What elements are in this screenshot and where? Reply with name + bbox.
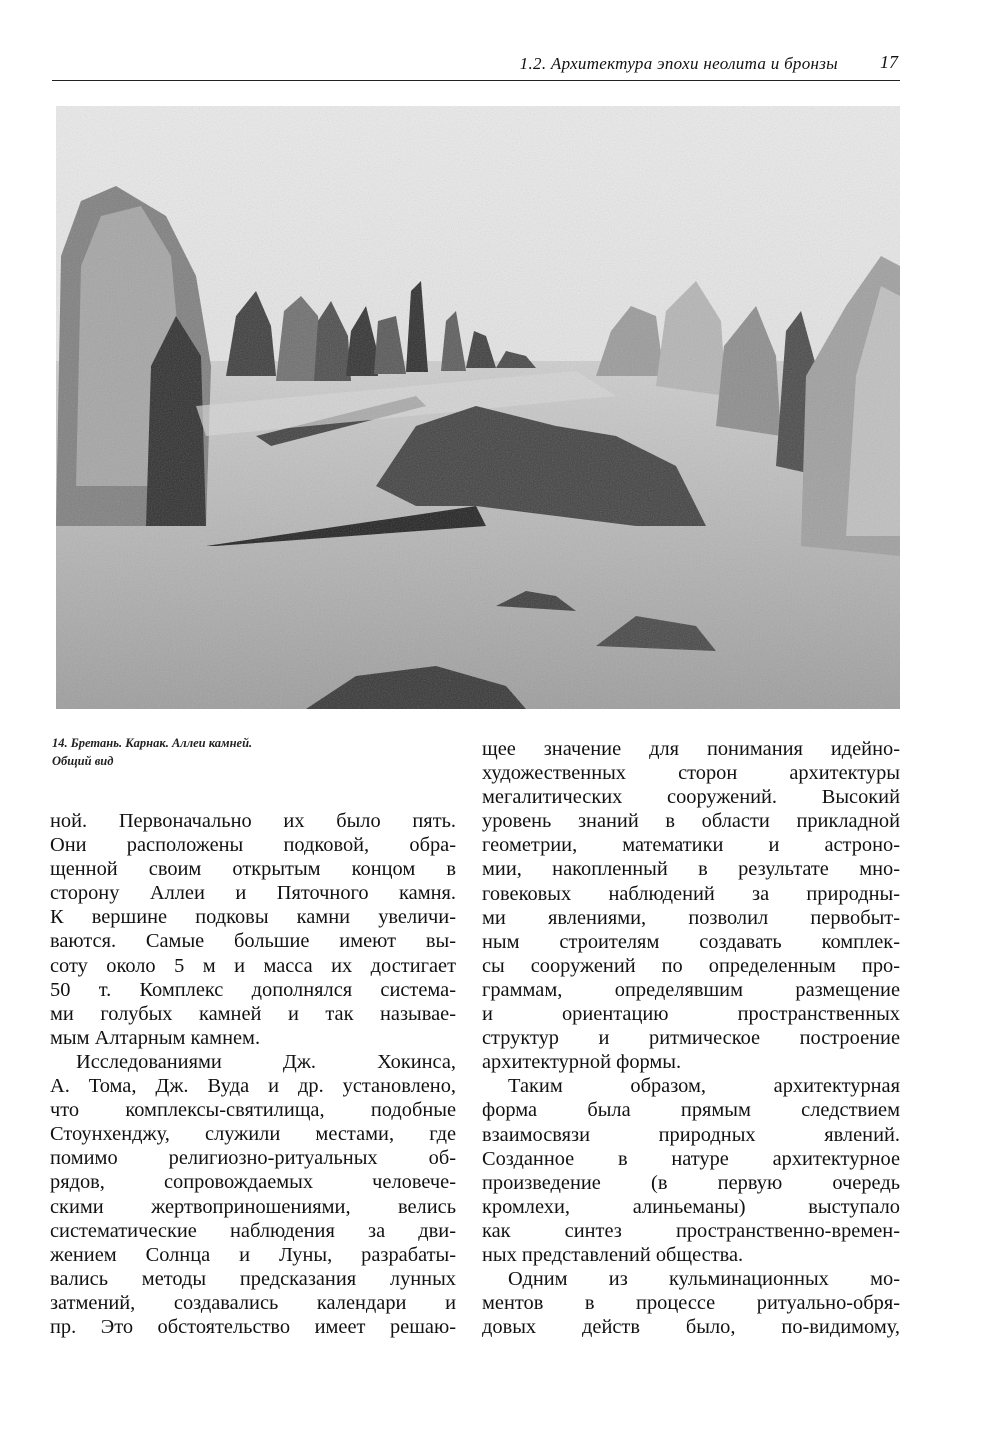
- text-line: сторону Аллеи и Пяточного камня.: [50, 882, 456, 905]
- text-line: Исследованиями Дж. Хокинса,: [76, 1050, 456, 1073]
- text-line: художественных сторон архитектуры: [482, 762, 900, 785]
- text-line: пр. Это обстоятельство имеет решаю-: [50, 1315, 456, 1338]
- text-line: что комплексы-святилища, подобные: [50, 1099, 456, 1122]
- text-line: Они расположены подковой, обра-: [50, 834, 456, 857]
- text-line: Стоунхенджу, служили местами, где: [50, 1123, 456, 1146]
- text-line: скими жертвоприношениями, велись: [50, 1195, 456, 1218]
- figure-caption: [52, 734, 382, 770]
- text-line: сы сооружений по определенным про-: [482, 954, 900, 977]
- text-line: Созданное в натуре архитектурное: [482, 1147, 900, 1170]
- text-line: рядов, сопровождаемых человече-: [50, 1171, 456, 1194]
- text-line: К вершине подковы камни увеличи-: [50, 906, 456, 929]
- text-line: ми голубых камней и так называе-: [50, 1002, 456, 1025]
- text-line: ным строителям создавать комплек-: [482, 930, 900, 953]
- text-line: А. Тома, Дж. Вуда и др. установлено,: [50, 1075, 456, 1098]
- text-line: ментов в процессе ритуально-обря-: [482, 1292, 900, 1315]
- text-line: щенной своим открытым концом в: [50, 858, 456, 881]
- text-line: соту около 5 м и масса их достигает: [50, 954, 456, 977]
- text-line: ной. Первоначально их было пять.: [50, 810, 456, 832]
- text-line: уровень знаний в области прикладной: [482, 810, 900, 833]
- left-column: [50, 809, 456, 1339]
- page-number: 17: [880, 52, 898, 72]
- text-line: ми явлениями, позволил первобыт-: [482, 906, 900, 929]
- text-line: говековых наблюдений за природны-: [482, 882, 900, 905]
- right-column: [482, 737, 900, 1339]
- running-title: 1.2. Архитектура эпохи неолита и бронзы: [519, 54, 838, 73]
- text-line: взаимосвязи природных явлений.: [482, 1123, 900, 1146]
- text-line: щее значение для понимания идейно-: [482, 738, 900, 760]
- text-line: довых действ было, по-видимому,: [482, 1316, 900, 1339]
- text-line: геометрии, математики и астроно-: [482, 834, 900, 857]
- text-line: граммам, определявшим размещение: [482, 978, 900, 1001]
- running-head: [52, 52, 900, 81]
- text-line: помимо религиозно-ритуальных об-: [50, 1147, 456, 1170]
- caption-line: 14. Бретань. Карнак. Аллеи камней.: [52, 736, 253, 750]
- text-line: структур и ритмическое построение: [482, 1027, 900, 1050]
- standing-stones-photo: [56, 106, 900, 709]
- text-line: Таким образом, архитектурная: [508, 1075, 900, 1098]
- figure-photo: [56, 106, 900, 709]
- text-line: мегалитических сооружений. Высокий: [482, 786, 900, 809]
- text-line: как синтез пространственно-времен-: [482, 1219, 900, 1242]
- text-line: кромлехи, алиньеманы) выступало: [482, 1195, 900, 1218]
- text-line: произведение (в первую очередь: [482, 1171, 900, 1194]
- text-line: Одним из кульминационных мо-: [508, 1268, 900, 1291]
- text-line: ваются. Самые большие имеют вы-: [50, 930, 456, 953]
- text-line: архитектурной формы.: [482, 1051, 682, 1074]
- text-line: вались методы предсказания лунных: [50, 1267, 456, 1290]
- text-line: жением Солнца и Луны, разрабаты-: [50, 1243, 456, 1266]
- text-line: ных представлений общества.: [482, 1243, 744, 1266]
- text-line: затмений, создавались календари и: [50, 1291, 456, 1314]
- text-line: мии, накопленный в результате мно-: [482, 858, 900, 881]
- text-line: систематические наблюдения за дви-: [50, 1219, 456, 1242]
- caption-line: Общий вид: [52, 754, 114, 768]
- text-line: мым Алтарным камнем.: [50, 1026, 261, 1049]
- text-line: и ориентацию пространственных: [482, 1003, 900, 1026]
- text-line: 50 т. Комплекс дополнялся система-: [50, 978, 456, 1001]
- text-line: форма была прямым следствием: [482, 1099, 900, 1122]
